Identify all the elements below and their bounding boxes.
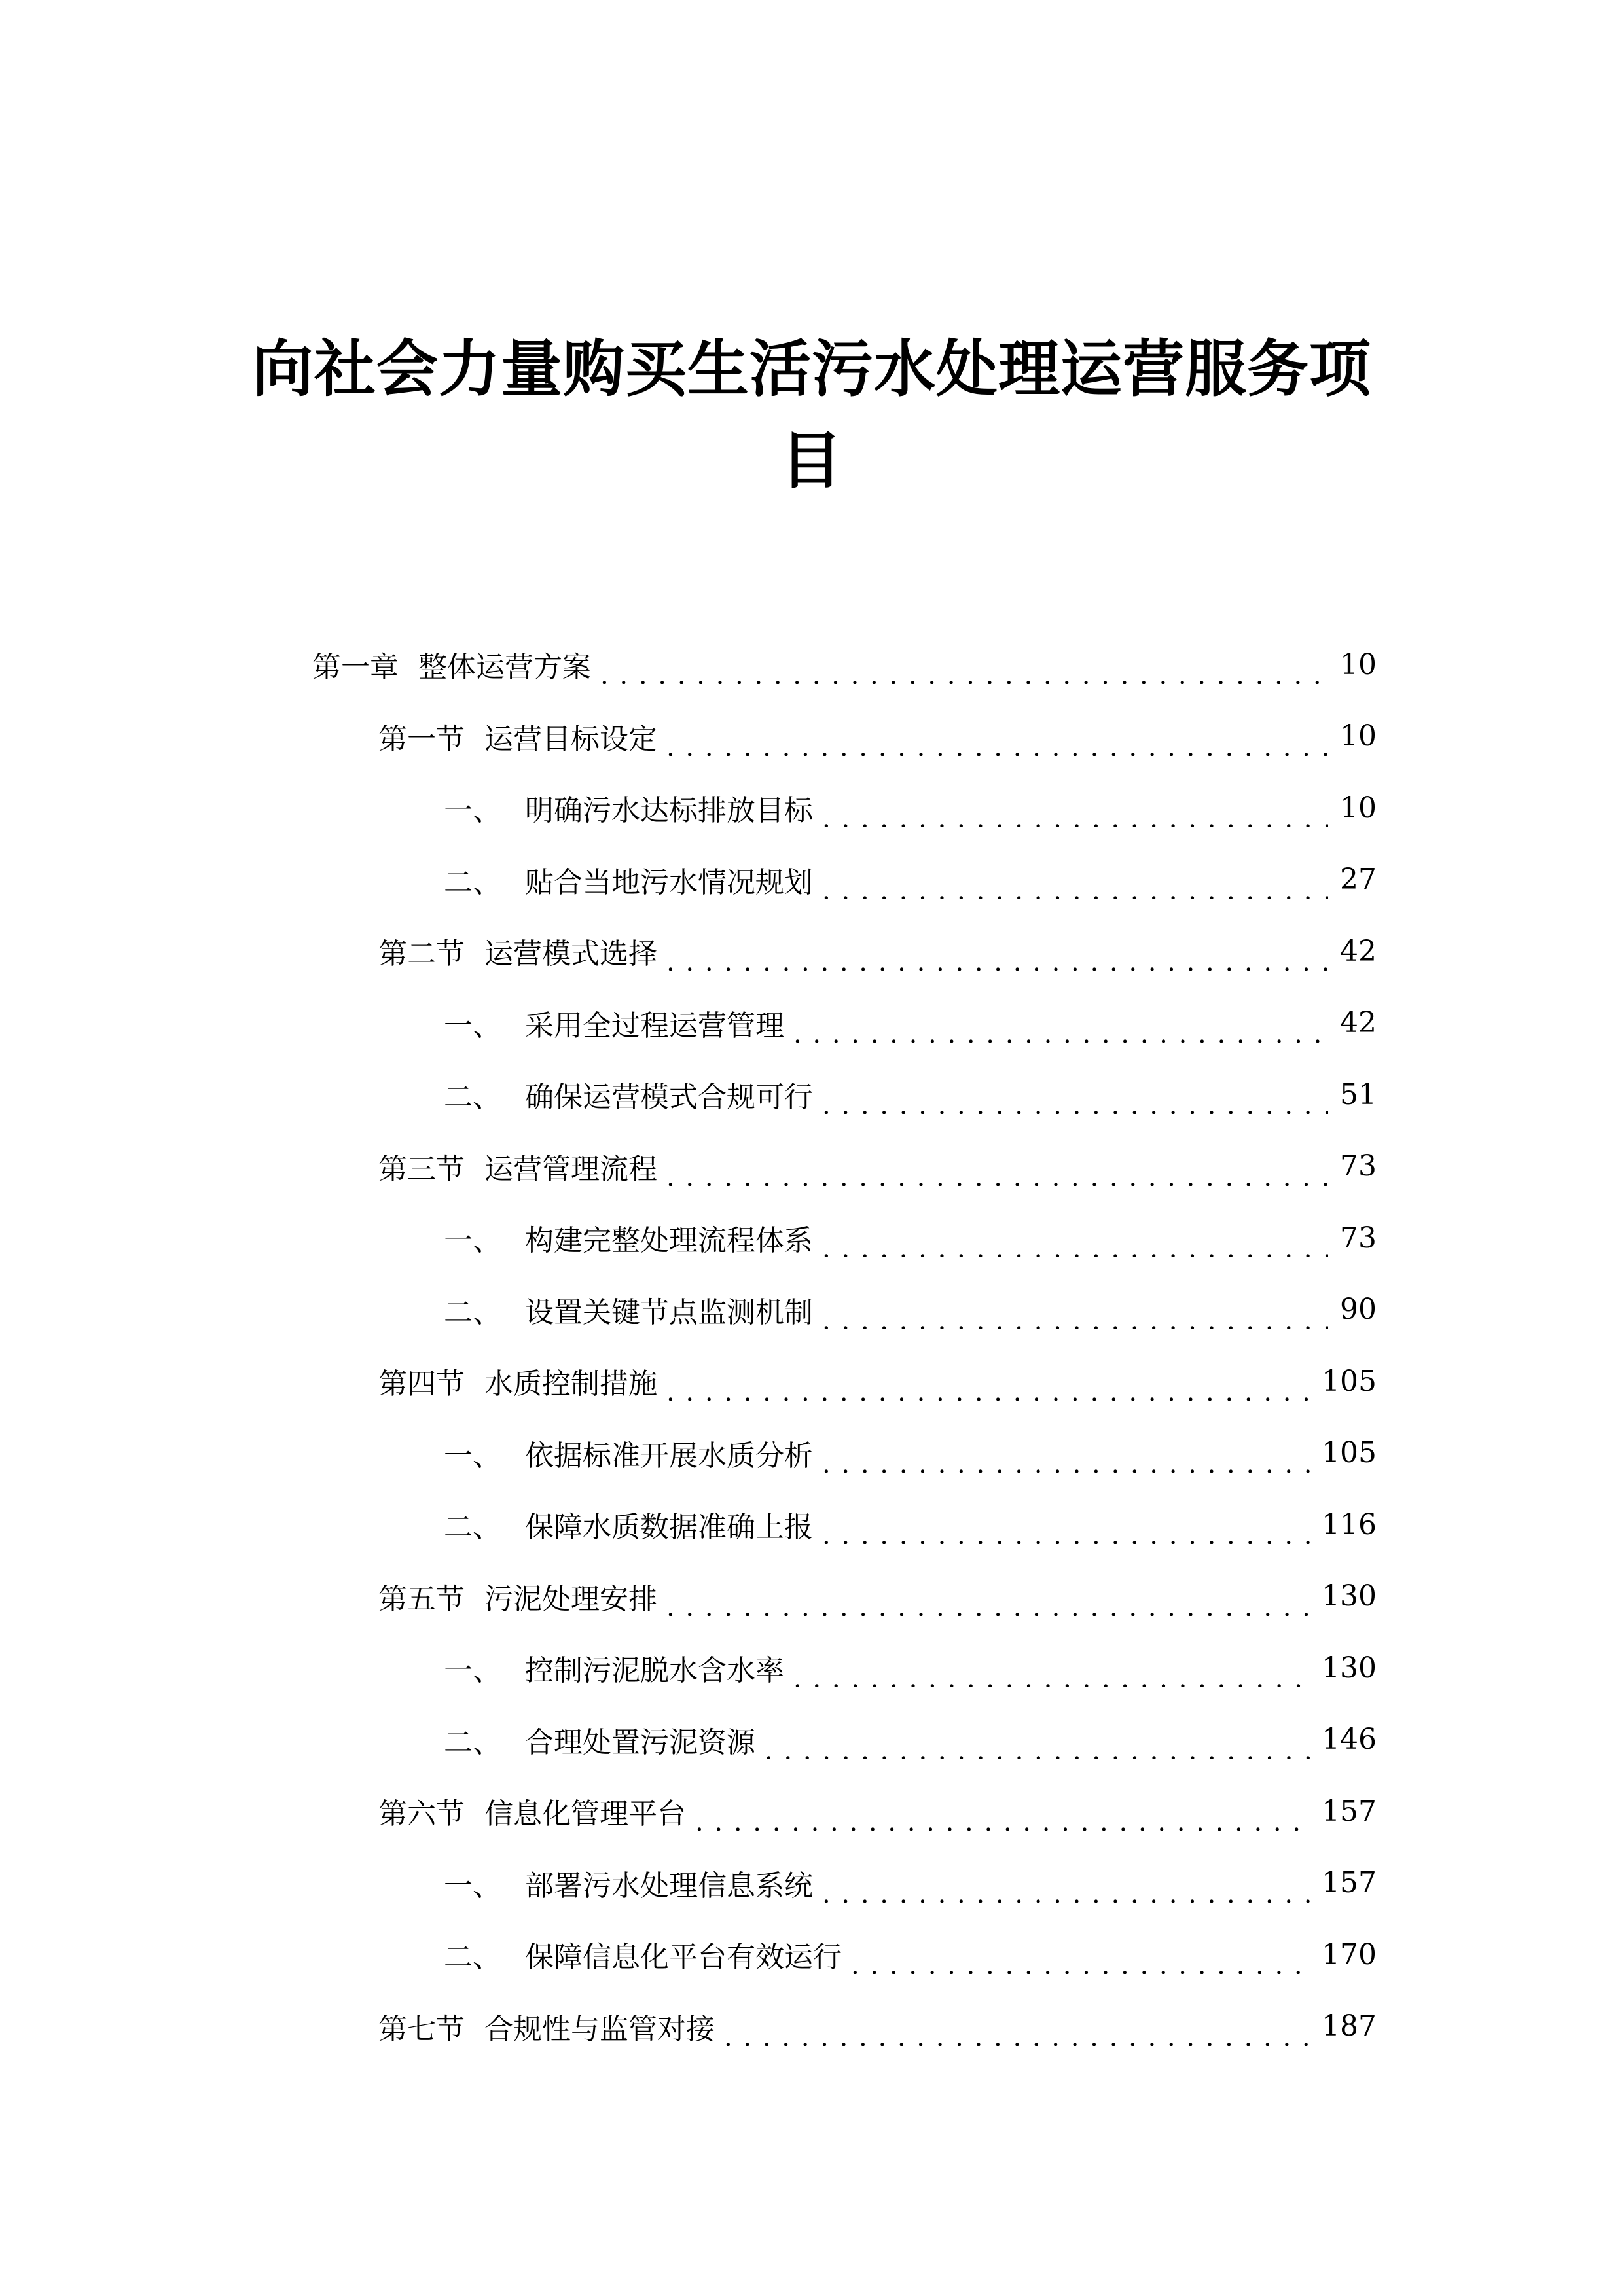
toc-entry-title: 保障水质数据准确上报: [525, 1511, 813, 1544]
toc-entry-number: 第三节: [378, 1152, 465, 1186]
toc-leader-dots: [822, 1518, 1310, 1544]
toc-entry-title: 运营模式选择: [484, 937, 657, 971]
toc-entry[interactable]: [444, 1068, 1377, 1121]
toc-leader-dots: [793, 1016, 1328, 1043]
toc-entry-number: 第四节: [378, 1367, 465, 1401]
toc-entry-page-number: 90: [1340, 1293, 1377, 1326]
toc-entry[interactable]: [378, 1355, 1377, 1407]
toc-entry[interactable]: [444, 1427, 1377, 1479]
toc-entry-page-number: 42: [1340, 1006, 1377, 1039]
toc-leader-dots: [793, 1661, 1310, 1687]
toc-entry-number: 二、: [444, 1941, 501, 1974]
toc-entry[interactable]: [444, 781, 1377, 834]
toc-entry-title: 污泥处理安排: [484, 1582, 657, 1616]
toc-entry[interactable]: [378, 1785, 1377, 1837]
toc-entry[interactable]: [444, 997, 1377, 1049]
toc-entry[interactable]: [444, 1641, 1377, 1694]
toc-entry-page-number: 42: [1340, 934, 1377, 968]
toc-leader-dots: [666, 1374, 1310, 1401]
toc-entry-number: 第一章: [312, 651, 399, 684]
toc-entry-number: 一、: [444, 1654, 501, 1687]
toc-entry-title: 设置关键节点监测机制: [525, 1295, 813, 1329]
toc-leader-dots: [822, 801, 1328, 827]
toc-entry-title: 控制污泥脱水含水率: [525, 1654, 784, 1687]
toc-entry[interactable]: [444, 1928, 1377, 1981]
toc-entry[interactable]: [444, 1857, 1377, 1909]
toc-leader-dots: [695, 1804, 1310, 1831]
toc-leader-dots: [600, 658, 1328, 684]
toc-entry-number: 二、: [444, 1081, 501, 1114]
toc-entry-page-number: 10: [1340, 647, 1377, 681]
toc-entry-title: 贴合当地污水情况规划: [525, 865, 813, 899]
toc-entry[interactable]: [378, 2000, 1377, 2053]
toc-entry-number: 第五节: [378, 1582, 465, 1616]
document-title: 向社会力量购买生活污水处理运营服务项目: [251, 334, 1371, 497]
toc-entry-number: 一、: [444, 1869, 501, 1903]
toc-entry-title: 构建完整处理流程体系: [525, 1224, 813, 1257]
toc-leader-dots: [851, 1948, 1310, 1974]
toc-entry-page-number: 157: [1322, 1794, 1377, 1828]
toc-entry-number: 一、: [444, 794, 501, 827]
toc-entry-number: 二、: [444, 1725, 501, 1759]
toc-leader-dots: [822, 1876, 1310, 1903]
toc-entry-title: 依据标准开展水质分析: [525, 1439, 813, 1473]
toc-entry-page-number: 130: [1322, 1651, 1377, 1685]
toc-entry-page-number: 105: [1322, 1436, 1377, 1469]
toc-entry-title: 保障信息化平台有效运行: [525, 1941, 842, 1974]
toc-entry-number: 二、: [444, 865, 501, 899]
toc-entry-title: 明确污水达标排放目标: [525, 794, 813, 827]
toc-entry[interactable]: [378, 710, 1377, 762]
toc-entry-page-number: 146: [1322, 1723, 1377, 1756]
toc-entry-page-number: 130: [1322, 1579, 1377, 1613]
toc-entry-page-number: 157: [1322, 1866, 1377, 1899]
toc-leader-dots: [822, 1088, 1328, 1114]
toc-entry-page-number: 10: [1340, 791, 1377, 825]
toc-leader-dots: [666, 1590, 1310, 1616]
toc-entry-page-number: 105: [1322, 1364, 1377, 1398]
toc-entry-title: 水质控制措施: [484, 1367, 657, 1401]
toc-entry-number: 二、: [444, 1295, 501, 1329]
toc-leader-dots: [822, 1446, 1310, 1473]
toc-entry-page-number: 116: [1322, 1507, 1377, 1541]
toc-entry-number: 二、: [444, 1511, 501, 1544]
toc-entry[interactable]: [378, 1570, 1377, 1623]
toc-entry[interactable]: [444, 1211, 1377, 1264]
toc-entry-number: 第二节: [378, 937, 465, 971]
toc-leader-dots: [822, 1303, 1328, 1329]
toc-entry-title: 运营管理流程: [484, 1152, 657, 1186]
toc-entry-page-number: 51: [1340, 1077, 1377, 1111]
toc-entry[interactable]: [444, 1283, 1377, 1336]
toc-entry-page-number: 73: [1340, 1221, 1377, 1255]
toc-entry-title: 运营目标设定: [484, 722, 657, 756]
toc-entry[interactable]: [444, 853, 1377, 906]
toc-leader-dots: [822, 873, 1328, 899]
toc-entry-page-number: 187: [1322, 2009, 1377, 2043]
toc-entry-title: 整体运营方案: [418, 651, 591, 684]
toc-entry-title: 采用全过程运营管理: [525, 1009, 784, 1043]
toc-entry-page-number: 170: [1322, 1937, 1377, 1971]
toc-entry-page-number: 73: [1340, 1149, 1377, 1183]
toc-entry-title: 确保运营模式合规可行: [525, 1081, 813, 1114]
toc-entry[interactable]: [312, 638, 1377, 691]
toc-leader-dots: [666, 730, 1328, 756]
toc-entry[interactable]: [378, 925, 1377, 977]
toc-entry-number: 第一节: [378, 722, 465, 756]
toc-leader-dots: [765, 1733, 1310, 1759]
toc-entry[interactable]: [444, 1498, 1377, 1551]
toc-entry-title: 合理处置污泥资源: [525, 1725, 755, 1759]
toc-leader-dots: [666, 1160, 1328, 1186]
toc-entry-number: 第七节: [378, 2012, 465, 2046]
toc-entry-title: 部署污水处理信息系统: [525, 1869, 813, 1903]
toc-entry[interactable]: [378, 1140, 1377, 1193]
toc-leader-dots: [666, 944, 1328, 971]
toc-leader-dots: [822, 1231, 1328, 1257]
toc-entry-number: 第六节: [378, 1797, 465, 1831]
toc-entry-number: 一、: [444, 1439, 501, 1473]
toc-entry[interactable]: [444, 1713, 1377, 1766]
toc-entry-number: 一、: [444, 1224, 501, 1257]
toc-entry-title: 合规性与监管对接: [484, 2012, 715, 2046]
toc-leader-dots: [724, 2020, 1310, 2046]
toc-entry-title: 信息化管理平台: [484, 1797, 686, 1831]
toc-entry-page-number: 27: [1340, 863, 1377, 896]
toc-entry-number: 一、: [444, 1009, 501, 1043]
toc-entry-page-number: 10: [1340, 719, 1377, 753]
